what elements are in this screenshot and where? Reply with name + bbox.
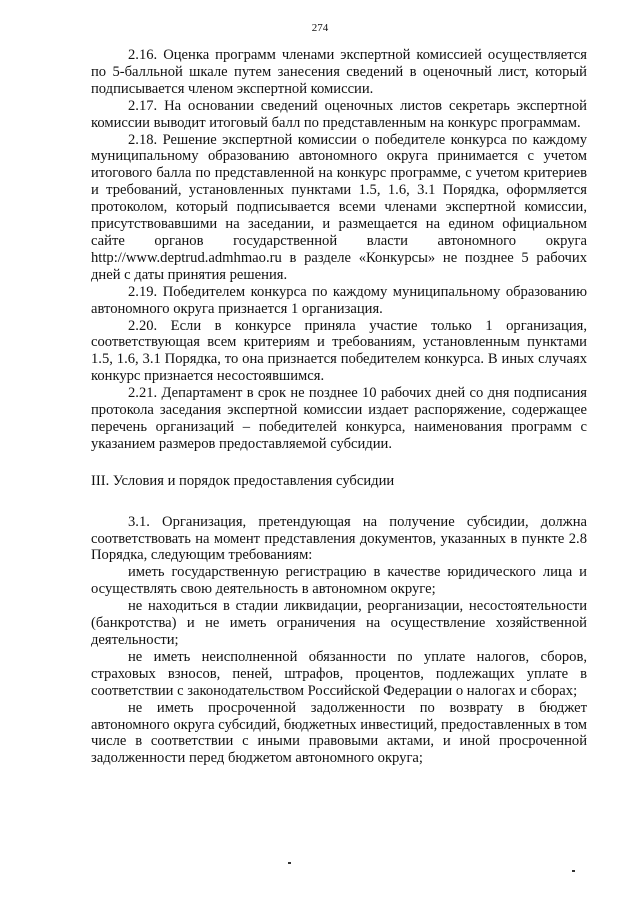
paragraph-2-16: 2.16. Оценка программ членами экспертной комиссией осуществляется по 5-балльной шкале путем занесения сведений в оценочный лист, который подписывается членом экспертной комиссии.: [91, 47, 587, 97]
section-heading: III. Условия и порядок предоставления субсидии: [91, 472, 395, 489]
paragraph-2-21: 2.21. Департамент в срок не позднее 10 рабочих дней со дня подписания протокола заседания экспертной комиссии издает распоряжение, содержащее перечень организаций – победителей конкурса, наименования программ с указанием размеров предоставляемой субсидии.: [91, 385, 587, 452]
document-body: [91, 47, 587, 767]
paragraph-2-17: 2.17. На основании сведений оценочных листов секретарь экспертной комиссии выводит итоговый балл по представленным на конкурс программам.: [91, 97, 587, 131]
requirement-item: не иметь неисполненной обязанности по уплате налогов, сборов, страховых взносов, пеней, штрафов, процентов, подлежащих уплате в соответствии с законодательством Российской Федерации о налогах и сборах;: [91, 648, 587, 699]
requirement-item: не иметь просроченной задолженности по возврату в бюджет автономного округа субсидий, бюджетных инвестиций, предоставленных в том числе в соответствии с иными правовыми актами, и иной просроченной задолженности перед бюджетом автономного округа;: [91, 699, 587, 767]
page-number: 274: [311, 22, 329, 34]
paragraph-2-20: 2.20. Если в конкурсе приняла участие только 1 организация, соответствующая всем критериям и требованиям, установленным пунктами 1.5, 1.6, 3.1 Порядка, то она признается победителем конкурса. В иных случаях конкурс признается несостоявшимся.: [91, 317, 587, 385]
paragraph-2-18: 2.18. Решение экспертной комиссии о победителе конкурса по каждому муниципальному образованию автономного округа принимается с учетом итогового балла по представленной на конкурс программе, с учетом критериев и требований, установленных пунктами 1.5, 1.6, 3.1 Порядка, оформляется протоколом, который подписывается всеми членами экспертной комиссии, присутствовавшими на заседании, и размещается на едином официальном сайте органов государственной власти автономного округа http://www.deptrud.admhmao.ru в разделе «Конкурсы» не позднее 5 рабочих дней с даты принятия решения.: [91, 131, 587, 283]
paragraph-2-19: 2.19. Победителем конкурса по каждому муниципальному образованию автономного округа признается 1 организация.: [91, 283, 587, 317]
scan-mark: [288, 862, 291, 864]
requirement-item: не находиться в стадии ликвидации, реорганизации, несостоятельности (банкротства) и не иметь ограничения на осуществление хозяйственной деятельности;: [91, 598, 587, 648]
requirement-item: иметь государственную регистрацию в качестве юридического лица и осуществлять свою деятельность в автономном округе;: [91, 564, 587, 598]
paragraph-3-1: 3.1. Организация, претендующая на получение субсидии, должна соответствовать на момент представления документов, указанных в пункте 2.8 Порядка, следующим требованиям:: [91, 513, 587, 564]
scan-mark: [572, 870, 575, 872]
